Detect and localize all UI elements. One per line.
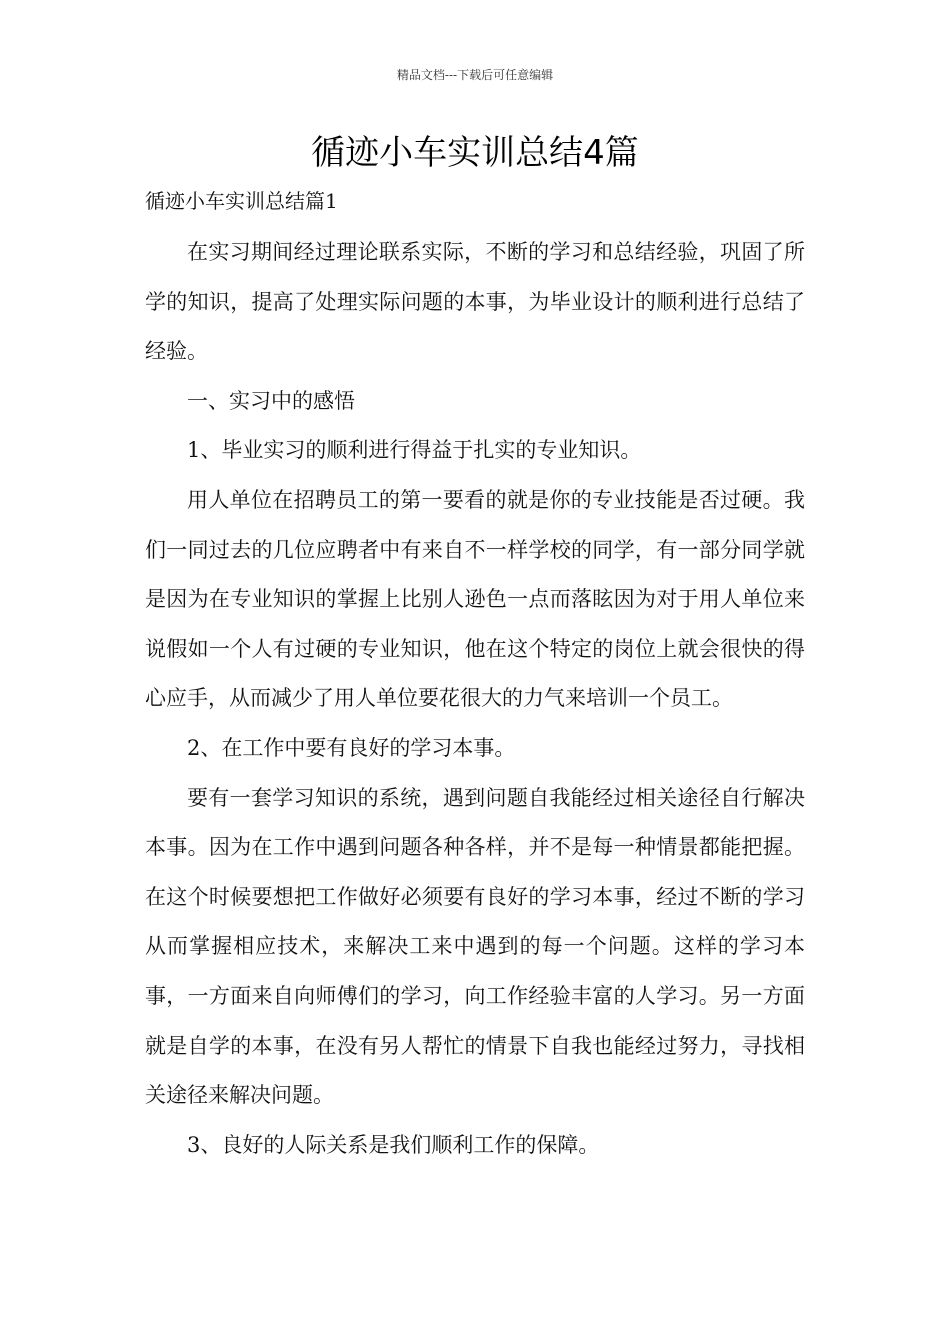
heading-insights: 一、实习中的感悟 bbox=[187, 388, 355, 413]
paragraph-intro: 在实习期间经过理论联系实际，不断的学习和总结经验，巩固了所学的知识，提高了处理实际问题的本事，为毕业设计的顺利进行总结了经验。 bbox=[145, 240, 805, 364]
header-note: 精品文档---下载后可任意编辑 bbox=[396, 68, 554, 82]
point-2-heading: 2、在工作中要有良好的学习本事。 bbox=[187, 735, 516, 760]
point-1-heading: 1、毕业实习的顺利进行得益于扎实的专业知识。 bbox=[187, 438, 642, 463]
paragraph-point-2: 要有一套学习知识的系统，遇到问题自我能经过相关途径自行解决本事。因为在工作中遇到问题各种各样，并不是每一种情景都能把握。在这个时候要想把工作做好必须要有良好的学习本事，经过不断的学习从而掌握相应技术，来解决工来中遇到的每一个问题。这样的学习本事，一方面来自向师傅们的学习，向工作经验丰富的人学习。另一方面就是自学的本事，在没有另人帮忙的情景下自我也能经过努力，寻找相关途径来解决问题。 bbox=[145, 785, 805, 1108]
point-3-heading: 3、良好的人际关系是我们顺利工作的保障。 bbox=[187, 1132, 600, 1157]
document-title: 循迹小车实训总结4篇 bbox=[311, 133, 639, 173]
paragraph-point-1: 用人单位在招聘员工的第一要看的就是你的专业技能是否过硬。我们一同过去的几位应聘者中有来自不一样学校的同学，有一部分同学就是因为在专业知识的掌握上比别人逊色一点而落眩因为对于用人单位来说假如一个人有过硬的专业知识，他在这个特定的岗位上就会很快的得心应手，从而减少了用人单位要花很大的力气来培训一个员工。 bbox=[145, 487, 805, 711]
section-heading: 循迹小车实训总结篇1 bbox=[145, 189, 338, 213]
document-body bbox=[145, 228, 805, 1170]
